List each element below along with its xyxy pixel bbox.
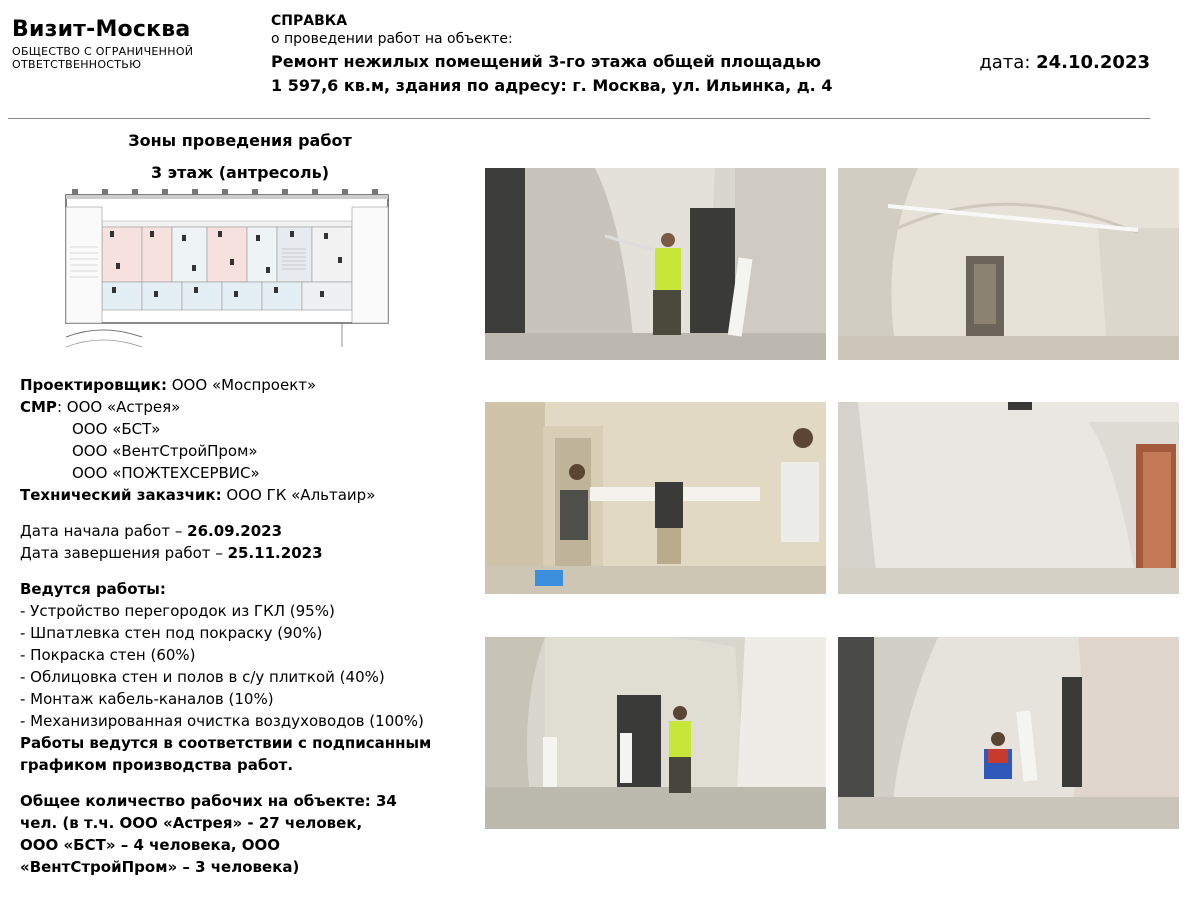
site-photo-6 [838,637,1179,829]
start-date-label: Дата начала работ – [20,522,183,540]
start-date-value: 26.09.2023 [187,522,283,540]
customer-line [20,484,480,506]
work-item: - Монтаж кабель-каналов (10%) [20,690,274,708]
workers-line2: чел. (в т.ч. ООО «Астрея» - 27 человек, [20,814,363,832]
header-divider [8,118,1150,119]
works-note-line1: Работы ведутся в соответствии с подписанным [20,734,432,752]
site-photo-2 [838,168,1179,360]
work-item: - Покраска стен (60%) [20,646,196,664]
workers-line1: Общее количество рабочих на объекте: 34 [20,792,397,810]
zones-heading [80,125,400,189]
smr-contractor: ООО «Астрея» [66,398,181,416]
works-title [20,578,480,600]
zones-floor: 3 этаж (антресоль) [150,163,330,182]
site-photo-1 [485,168,826,360]
workers-summary [20,790,480,878]
designer-line [20,374,480,396]
works-note [20,732,480,776]
smr-label: СМР [20,398,57,416]
date-value: 24.10.2023 [1036,52,1150,73]
smr-contractor: ООО «ВентСтройПром» [72,442,258,460]
smr-contractor: ООО «БСТ» [72,420,161,438]
start-date-line [20,520,480,542]
end-date-label: Дата завершения работ – [20,544,223,562]
works-title-text: Ведутся работы: [20,580,166,598]
workers-line4: «ВентСтройПром» – 3 человека) [20,858,300,876]
works-note-line2: графиком производства работ. [20,756,294,774]
floor-plan [62,187,396,360]
work-item: - Шпатлевка стен под покраску (90%) [20,624,323,642]
company-name: Визит-Москва [12,17,191,42]
site-photo-5 [485,637,826,829]
site-photo-4 [838,402,1179,594]
doc-type: СПРАВКА [271,13,348,29]
smr-line: СМР: ООО «Астрея» [20,398,181,416]
document-date [979,52,1150,73]
object-title-line1: Ремонт нежилых помещений 3-го этажа общей площадью [271,52,822,71]
smr-contractor: ООО «ПОЖТЕХСЕРВИС» [72,464,260,482]
doc-subtitle: о проведении работ на объекте: [271,31,513,47]
site-photo-3 [485,402,826,594]
info-block [20,374,480,878]
customer-label: Технический заказчик: [20,486,222,504]
work-item: - Облицовка стен и полов в с/у плиткой (40%) [20,668,385,686]
object-title-line2: 1 597,6 кв.м, здания по адресу: г. Москва, ул. Ильинка, д. 4 [271,76,833,95]
end-date-value: 25.11.2023 [227,544,323,562]
work-item: - Механизированная очистка воздуховодов (100%) [20,712,424,730]
zones-title: Зоны проведения работ [128,131,352,150]
workers-line3: ООО «БСТ» – 4 человека, ООО [20,836,281,854]
end-date-line [20,542,480,564]
work-item: - Устройство перегородок из ГКЛ (95%) [20,602,335,620]
customer-value: ООО ГК «Альтаир» [226,486,376,504]
designer-value: ООО «Моспроект» [171,376,317,394]
company-legal-form: ОБЩЕСТВО С ОГРАНИЧЕННОЙ ОТВЕТСТВЕННОСТЬЮ [12,45,194,72]
object-title [271,50,931,98]
date-label: дата: [979,52,1031,73]
company-block [12,18,232,71]
document-header [271,12,931,98]
designer-label: Проектировщик: [20,376,167,394]
